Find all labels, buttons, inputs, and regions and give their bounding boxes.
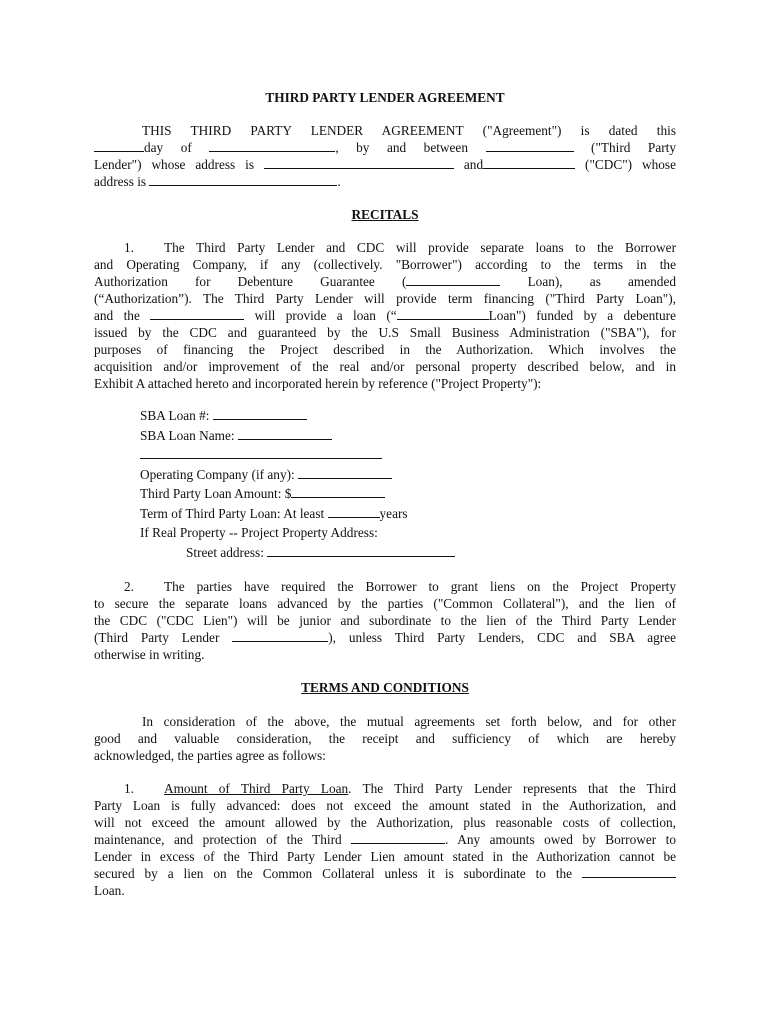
street-address-blank[interactable] [267, 544, 455, 557]
sba-loan-name-continuation-blank[interactable] [140, 446, 382, 459]
recital-1 [94, 239, 676, 392]
recital-2-line-4: (Third Party Lender ), unless Third Party Lenders, CDC and SBA agree [94, 630, 677, 645]
term-1-line-2: Party Loan is fully advanced: does not exceed the amount stated in the Authorization, and [94, 798, 676, 813]
sba-loan-number-row: SBA Loan #: [140, 407, 540, 427]
cdc-address-blank[interactable] [149, 173, 337, 186]
recital-2-line-2: to secure the separate loans advanced by the parties ("Common Collateral"), and the lien of [94, 596, 676, 611]
consideration-line-2: good and valuable consideration, the receipt and sufficiency of which are hereby [94, 731, 676, 746]
recital-1-line-9: Exhibit A attached hereto and incorporated herein by reference ("Project Property"): [94, 376, 542, 391]
real-property-row: If Real Property -- Project Property Address: [140, 525, 378, 540]
recital-1-line-7: purposes of financing the Project described in the Authorization. Which involves the [94, 342, 676, 357]
recital-2-line-3: the CDC ("CDC Lien") will be junior and subordinate to the lien of the Third Party Lender [94, 613, 676, 628]
intro-line-1: THIS THIRD PARTY LENDER AGREEMENT ("Agreement") is dated this [142, 123, 676, 138]
term-1-line-7: Loan. [94, 883, 125, 898]
recital-1-line-5: and the will provide a loan (“ Loan") funded by a debenture [94, 308, 676, 323]
term-1-heading: Amount of Third Party Loan [163, 781, 349, 796]
term-1-line-3: will not exceed the amount allowed by the Authorization, plus reasonable costs of collection, [94, 815, 676, 830]
sba-loan-name-row: SBA Loan Name: [140, 427, 540, 447]
document-title: THIRD PARTY LENDER AGREEMENT [265, 90, 505, 105]
term-1-line-1: 1. Amount of Third Party Loan. The Third Party Lender represents that the Third [124, 781, 676, 796]
day-blank[interactable] [94, 139, 144, 152]
recital-2-line-5: otherwise in writing. [94, 647, 205, 662]
loan-name-blank[interactable] [397, 307, 489, 320]
authorization-loan-blank[interactable] [406, 273, 500, 286]
loan-amount-row: Third Party Loan Amount: $ [140, 485, 540, 505]
sba-loan-name-continuation-row [140, 446, 540, 466]
term-1-line-6: secured by a lien on the Common Collateral unless it is subordinate to the [94, 865, 676, 882]
loan-term-years-blank[interactable] [328, 505, 380, 518]
third-party-lender-name-blank[interactable] [486, 139, 574, 152]
intro-line-4: address is . [94, 174, 341, 189]
loan-amount-blank[interactable] [291, 485, 385, 498]
loan-fields [140, 407, 540, 563]
lender-address-blank[interactable] [264, 156, 454, 169]
terms-heading: TERMS AND CONDITIONS [301, 680, 469, 695]
month-blank[interactable] [209, 139, 335, 152]
cdc-name-blank[interactable] [483, 156, 575, 169]
operating-company-row: Operating Company (if any): [140, 466, 540, 486]
recital-1-line-6: issued by the CDC and guaranteed by the U.S Small Business Administration ("SBA"), for [94, 325, 676, 340]
cdc-provider-blank[interactable] [150, 307, 244, 320]
sba-loan-name-blank[interactable] [238, 427, 332, 440]
consideration-paragraph [94, 713, 676, 764]
recital-2-line-1: 2. The parties have required the Borrower to grant liens on the Project Property [124, 579, 676, 594]
street-address-row: Street address: [140, 544, 540, 564]
recital-1-line-8: acquisition and/or improvement of the real and/or personal property described below, and in [94, 359, 676, 374]
recital-2 [94, 578, 676, 663]
recital-1-line-3: Authorization for Debenture Guarantee ( Loan), as amended [94, 274, 677, 289]
recital-1-line-2: and Operating Company, if any (collectively. "Borrower") according to the terms in the [94, 257, 676, 272]
recitals-heading: RECITALS [351, 207, 419, 222]
consideration-line-3: acknowledged, the parties agree as follows: [94, 748, 326, 763]
term-1 [94, 780, 676, 899]
loan-term-row: Term of Third Party Loan: At least years [140, 505, 408, 521]
subordinate-lender-blank[interactable] [582, 865, 676, 878]
recital-1-line-1: 1. The Third Party Lender and CDC will provide separate loans to the Borrower [124, 240, 676, 255]
term-1-line-4: maintenance, and protection of the Third . Any amounts owed by Borrower to [94, 832, 676, 847]
sba-loan-number-blank[interactable] [213, 407, 307, 420]
intro-line-2: day of , by and between ("Third Party [94, 139, 676, 156]
intro-paragraph [94, 122, 676, 190]
third-party-lender-blank[interactable] [232, 629, 328, 642]
operating-company-blank[interactable] [298, 466, 392, 479]
recital-1-line-4: (“Authorization”). The Third Party Lender will provide term financing ("Third Party Loan"), [94, 291, 676, 306]
intro-line-3: Lender") whose address is and ("CDC") whose [94, 157, 677, 172]
term-1-line-5: Lender in excess of the Third Party Lender Lien amount stated in the Authorization cannot be [94, 849, 676, 864]
third-party-blank[interactable] [351, 831, 445, 844]
consideration-line-1: In consideration of the above, the mutual agreements set forth below, and for other [142, 714, 676, 729]
